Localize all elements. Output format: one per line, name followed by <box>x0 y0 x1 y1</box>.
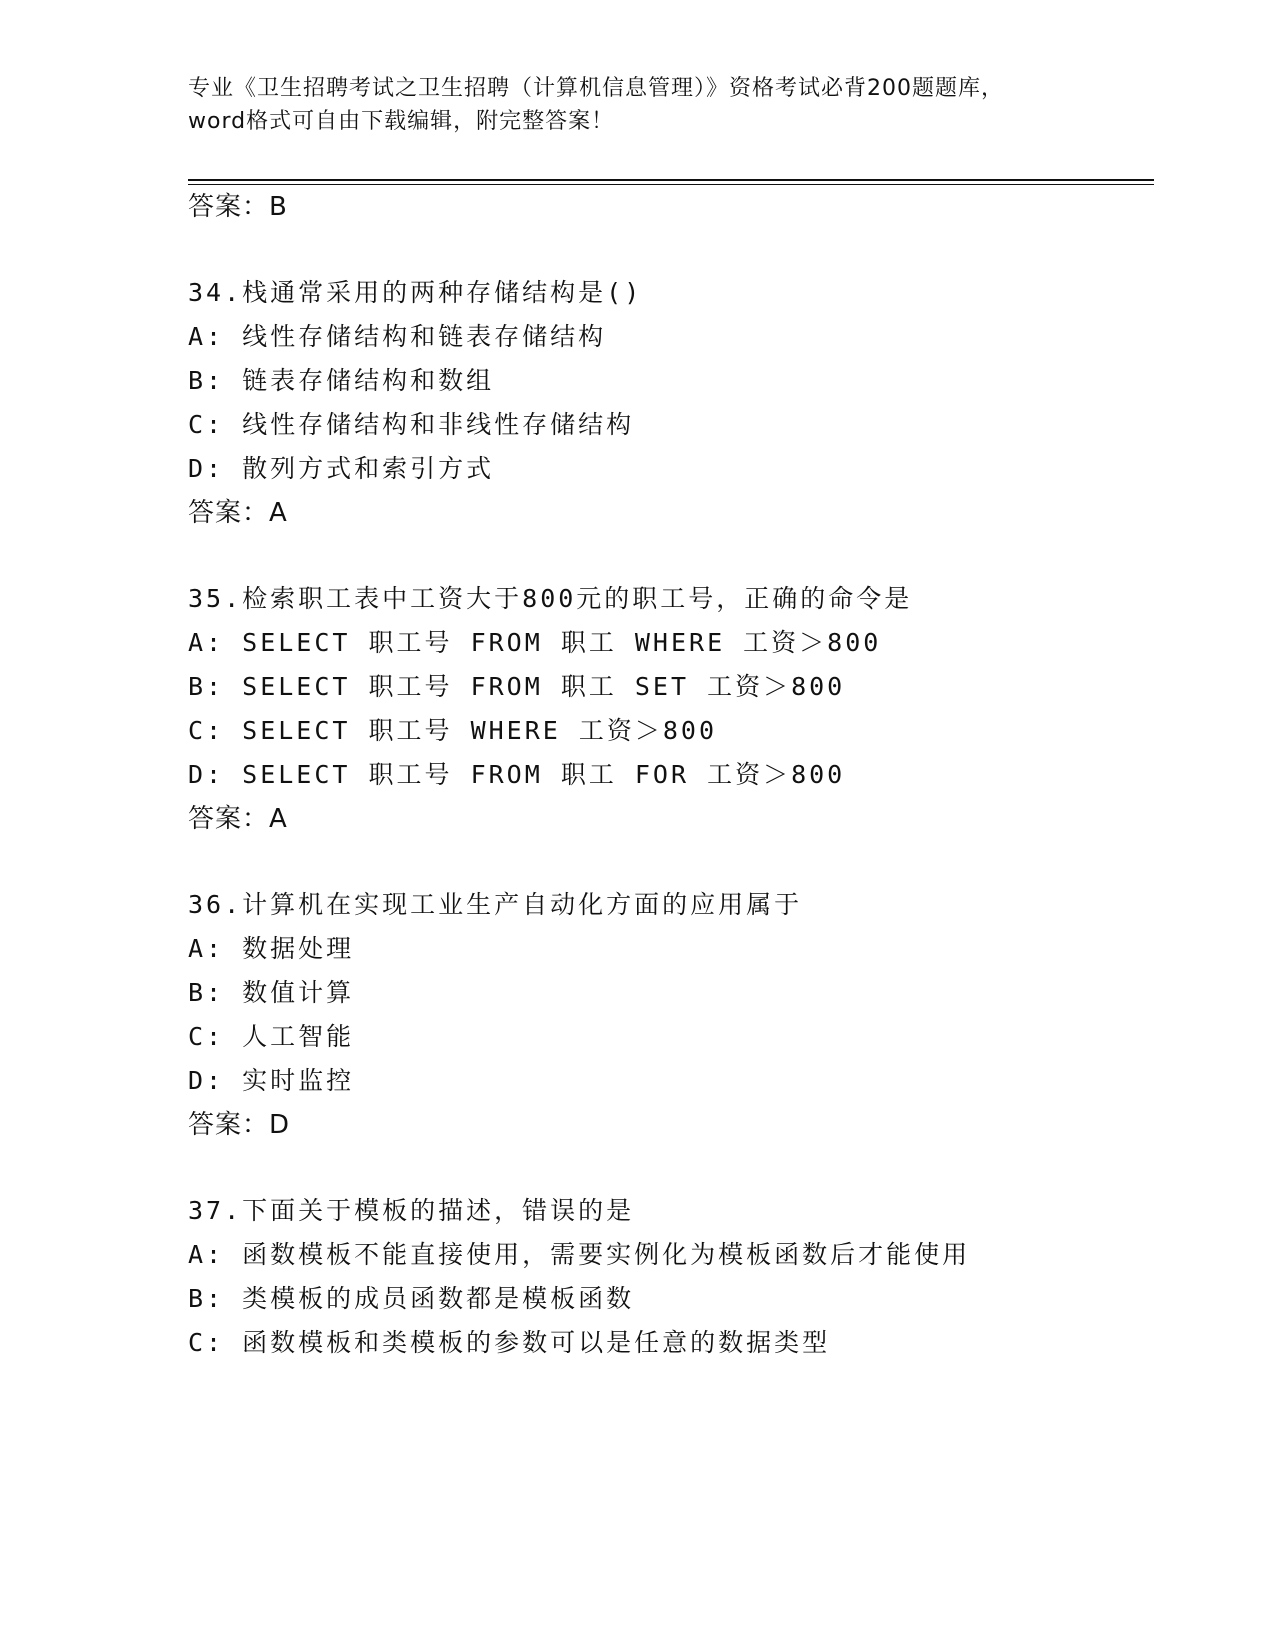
question-37-option-b: B: 类模板的成员函数都是模板函数 <box>188 1284 635 1313</box>
question-35-option-b: B: SELECT 职工号 FROM 职工 SET 工资＞800 <box>188 672 846 701</box>
question-37-stem: 37.下面关于模板的描述，错误的是 <box>188 1196 635 1225</box>
question-35-option-c: C: SELECT 职工号 WHERE 工资＞800 <box>188 716 718 745</box>
question-34-option-c: C: 线性存储结构和非线性存储结构 <box>188 410 635 439</box>
question-36-option-a: A: 数据处理 <box>188 934 355 963</box>
question-37-option-c: C: 函数模板和类模板的参数可以是任意的数据类型 <box>188 1328 831 1357</box>
header-title-line: 专业《卫生招聘考试之卫生招聘（计算机信息管理）》资格考试必背200题题库， <box>188 76 1004 101</box>
document-header <box>188 72 1088 138</box>
header-subtitle-line: word格式可自由下载编辑，附完整答案！ <box>188 109 615 134</box>
question-35-answer: 答案：A <box>188 804 288 834</box>
question-36-option-d: D: 实时监控 <box>188 1066 355 1095</box>
header-rule-thin <box>188 184 1154 185</box>
question-36-option-c: C: 人工智能 <box>188 1022 355 1051</box>
question-36-option-b: B: 数值计算 <box>188 978 355 1007</box>
question-35-option-a: A: SELECT 职工号 FROM 职工 WHERE 工资＞800 <box>188 628 882 657</box>
question-34-answer: 答案：A <box>188 498 288 528</box>
question-34-option-a: A: 线性存储结构和链表存储结构 <box>188 322 607 351</box>
question-34-option-d: D: 散列方式和索引方式 <box>188 454 495 483</box>
header-rule-thick <box>188 179 1154 181</box>
question-35-stem: 35.检索职工表中工资大于800元的职工号，正确的命令是 <box>188 584 913 613</box>
question-34-stem: 34.栈通常采用的两种存储结构是() <box>188 278 643 307</box>
question-36-answer: 答案：D <box>188 1110 291 1140</box>
answer-prev: 答案：B <box>188 192 288 222</box>
question-34-option-b: B: 链表存储结构和数组 <box>188 366 495 395</box>
question-36-stem: 36.计算机在实现工业生产自动化方面的应用属于 <box>188 890 803 919</box>
question-37-option-a: A: 函数模板不能直接使用，需要实例化为模板函数后才能使用 <box>188 1240 971 1269</box>
question-35-option-d: D: SELECT 职工号 FROM 职工 FOR 工资＞800 <box>188 760 846 789</box>
